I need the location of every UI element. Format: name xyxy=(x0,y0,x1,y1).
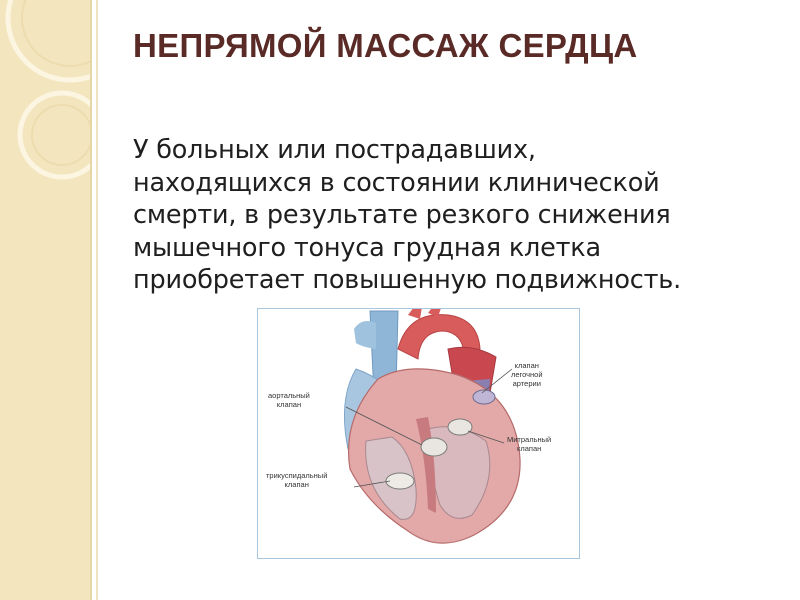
body-line: приобретает повышенную подвижность. xyxy=(133,265,681,295)
decorative-side-band xyxy=(0,0,92,600)
decorative-circles xyxy=(0,0,90,600)
heart-anatomy-figure xyxy=(257,308,580,559)
body-line: У больных или пострадавших, xyxy=(133,135,536,165)
mitral-valve-label: Митральный клапан xyxy=(507,435,552,453)
slide-title: НЕПРЯМОЙ МАССАЖ СЕРДЦА xyxy=(133,27,638,64)
body-line: находящихся в состоянии клинической xyxy=(133,167,660,198)
body-line: смерти, в результате резкого снижения xyxy=(133,200,671,230)
pulmonary-valve-label: клапан легочной артерии xyxy=(511,361,543,388)
body-line: мышечного тонуса грудная клетка xyxy=(133,232,601,263)
heart-illustration xyxy=(258,309,580,559)
body-paragraph xyxy=(133,134,773,297)
aortic-valve-label: аортальный клапан xyxy=(268,391,310,409)
tricuspid-valve-label: трикуспидальный клапан xyxy=(266,471,328,489)
side-band-divider xyxy=(96,0,98,600)
